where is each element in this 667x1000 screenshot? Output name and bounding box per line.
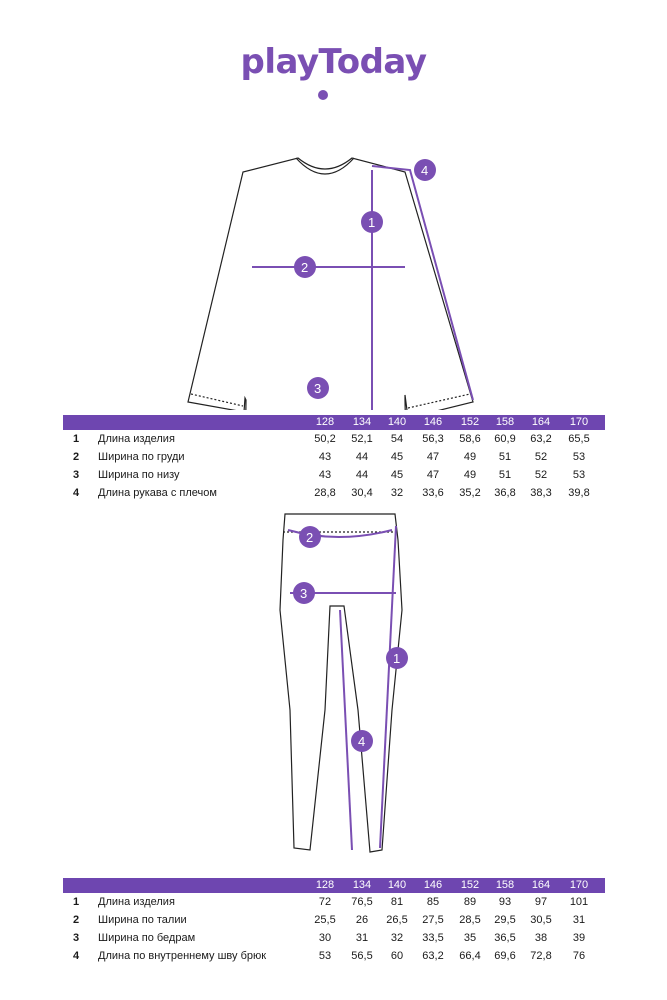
row-value: 72,8 <box>530 950 552 962</box>
table-row <box>63 911 605 929</box>
row-value: 35,2 <box>459 487 481 499</box>
table-row <box>63 430 605 448</box>
size-158: 158 <box>495 416 515 428</box>
row-number: 4 <box>73 950 80 962</box>
size-140: 140 <box>387 416 407 428</box>
row-number: 2 <box>73 914 80 926</box>
size-164: 164 <box>531 879 551 891</box>
row-value: 31 <box>572 914 586 926</box>
row-value: 52 <box>534 451 548 463</box>
row-value: 38 <box>534 932 548 944</box>
pants-size-header <box>63 878 605 893</box>
row-value: 85 <box>426 896 440 908</box>
row-value: 51 <box>498 451 512 463</box>
size-128: 128 <box>315 879 335 891</box>
row-value: 36,5 <box>494 932 516 944</box>
size-152: 152 <box>460 416 480 428</box>
size-170: 170 <box>569 879 589 891</box>
row-value: 93 <box>498 896 512 908</box>
row-value: 63,2 <box>530 433 552 445</box>
row-value: 47 <box>426 451 440 463</box>
brand-logo: playToday <box>240 42 427 82</box>
row-value: 76,5 <box>351 896 373 908</box>
row-value: 32 <box>390 487 404 499</box>
row-value: 36,8 <box>494 487 516 499</box>
row-value: 38,3 <box>530 487 552 499</box>
marker-1-label: 1 <box>368 215 376 230</box>
row-number: 2 <box>73 451 80 463</box>
marker-4-label: 4 <box>421 163 429 178</box>
row-value: 52,1 <box>351 433 373 445</box>
row-value: 49 <box>463 469 477 481</box>
row-value: 33,5 <box>422 932 444 944</box>
row-value: 28,5 <box>459 914 481 926</box>
row-value: 39 <box>572 932 586 944</box>
row-number: 1 <box>73 896 80 908</box>
row-value: 53 <box>572 469 586 481</box>
row-value: 60 <box>390 950 404 962</box>
row-value: 45 <box>390 451 404 463</box>
marker-2-label: 2 <box>306 530 314 545</box>
row-value: 32 <box>390 932 404 944</box>
row-label: Ширина по бедрам <box>98 932 196 944</box>
row-value: 72 <box>318 896 332 908</box>
row-value: 45 <box>390 469 404 481</box>
row-value: 52 <box>534 469 548 481</box>
pants-size-table <box>63 878 605 965</box>
marker-3-label: 3 <box>314 381 322 396</box>
row-value: 89 <box>463 896 477 908</box>
row-value: 76 <box>572 950 586 962</box>
row-value: 31 <box>355 932 369 944</box>
row-value: 43 <box>318 469 332 481</box>
marker-1-label: 1 <box>393 651 401 666</box>
row-value: 50,2 <box>314 433 336 445</box>
row-value: 33,6 <box>422 487 444 499</box>
row-value: 28,8 <box>314 487 336 499</box>
row-value: 60,9 <box>494 433 516 445</box>
row-value: 97 <box>534 896 548 908</box>
row-value: 44 <box>355 451 369 463</box>
row-value: 56,3 <box>422 433 444 445</box>
row-value: 43 <box>318 451 332 463</box>
row-value: 53 <box>572 451 586 463</box>
row-value: 58,6 <box>459 433 481 445</box>
row-number: 4 <box>73 487 80 499</box>
marker-4-label: 4 <box>358 734 366 749</box>
row-value: 35 <box>463 932 477 944</box>
row-value: 29,5 <box>494 914 516 926</box>
row-value: 30,5 <box>530 914 552 926</box>
shirt-size-header <box>63 415 605 430</box>
row-value: 69,6 <box>494 950 516 962</box>
size-152: 152 <box>460 879 480 891</box>
size-134: 134 <box>352 416 372 428</box>
marker-3-label: 3 <box>300 586 308 601</box>
table-row <box>63 929 605 947</box>
row-value: 30,4 <box>351 487 373 499</box>
row-value: 51 <box>498 469 512 481</box>
table-row <box>63 448 605 466</box>
row-value: 56,5 <box>351 950 373 962</box>
row-label: Ширина по низу <box>98 469 180 481</box>
table-row <box>63 947 605 965</box>
row-number: 3 <box>73 469 80 481</box>
row-value: 27,5 <box>422 914 444 926</box>
row-label: Длина изделия <box>98 896 175 908</box>
row-label: Ширина по талии <box>98 914 187 926</box>
row-value: 66,4 <box>459 950 481 962</box>
size-146: 146 <box>423 416 443 428</box>
size-146: 146 <box>423 879 443 891</box>
tshirt-diagram <box>0 150 667 410</box>
size-128: 128 <box>315 416 335 428</box>
row-label: Ширина по груди <box>98 451 185 463</box>
row-number: 1 <box>73 433 80 445</box>
row-value: 65,5 <box>568 433 590 445</box>
row-value: 101 <box>569 896 589 908</box>
row-value: 47 <box>426 469 440 481</box>
row-value: 26,5 <box>386 914 408 926</box>
size-170: 170 <box>569 416 589 428</box>
row-value: 49 <box>463 451 477 463</box>
row-value: 63,2 <box>422 950 444 962</box>
row-value: 54 <box>390 433 404 445</box>
row-value: 26 <box>355 914 369 926</box>
row-value: 30 <box>318 932 332 944</box>
row-value: 44 <box>355 469 369 481</box>
row-label: Длина рукава с плечом <box>98 487 217 499</box>
table-row <box>63 893 605 911</box>
row-label: Длина изделия <box>98 433 175 445</box>
table-row <box>63 466 605 484</box>
row-value: 53 <box>318 950 332 962</box>
row-value: 81 <box>390 896 404 908</box>
row-value: 25,5 <box>314 914 336 926</box>
row-number: 3 <box>73 932 80 944</box>
marker-2-label: 2 <box>301 260 309 275</box>
pants-diagram <box>0 510 667 860</box>
size-140: 140 <box>387 879 407 891</box>
table-row <box>63 484 605 502</box>
shirt-size-table <box>63 415 605 502</box>
size-158: 158 <box>495 879 515 891</box>
size-164: 164 <box>531 416 551 428</box>
size-134: 134 <box>352 879 372 891</box>
row-label: Длина по внутреннему шву брюк <box>98 950 267 962</box>
brand-logo-dot <box>318 90 328 100</box>
row-value: 39,8 <box>568 487 590 499</box>
